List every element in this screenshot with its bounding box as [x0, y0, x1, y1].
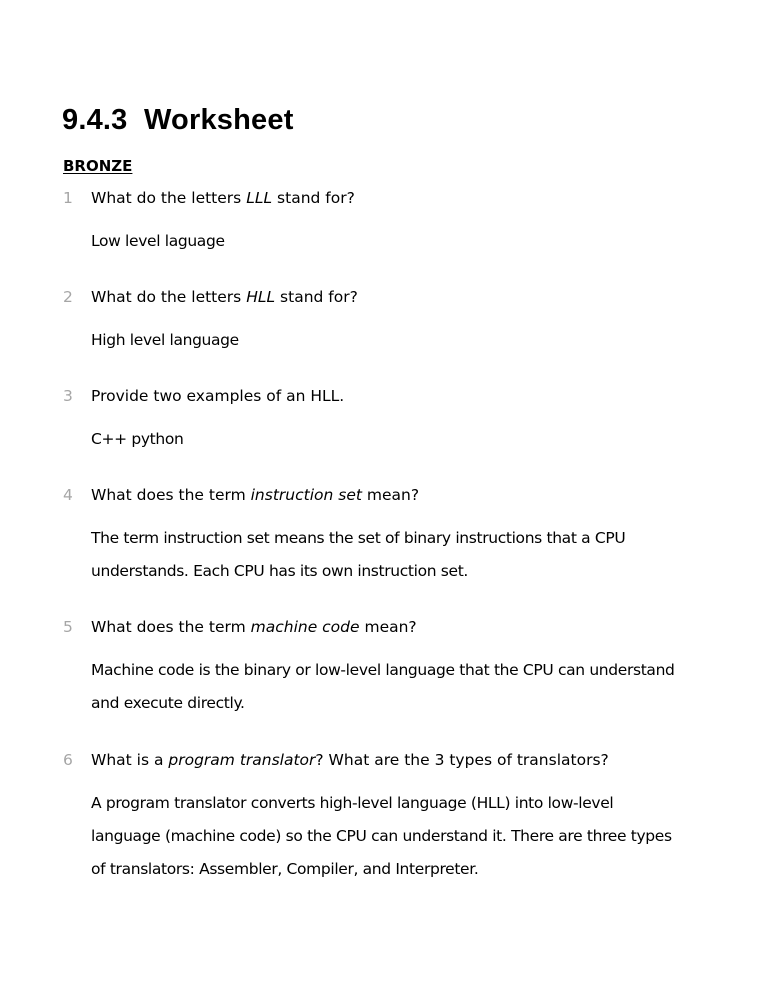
answer-text: Low level laguage	[91, 232, 225, 250]
answer-text: A program translator converts high-level language (HLL) into low-level language (machine code) so the CPU can understand it. There are three types of translators: Assembler, Compiler, and Interpreter.	[91, 794, 672, 878]
question-number: 5	[63, 618, 73, 636]
question-text: What do the letters HLL stand for?	[91, 288, 358, 306]
section-heading-bronze: BRONZE	[63, 157, 133, 175]
question-number: 2	[63, 288, 73, 306]
question-number: 3	[63, 387, 73, 405]
question-text: Provide two examples of an HLL.	[91, 387, 345, 405]
question-emphasis: LLL	[246, 189, 273, 207]
question-number: 1	[63, 189, 73, 207]
question-text: What is a program translator? What are the 3 types of translators?	[91, 751, 609, 769]
question-number: 6	[63, 751, 73, 769]
page-title: 9.4.3 Worksheet	[62, 104, 294, 136]
question-text: What do the letters LLL stand for?	[91, 189, 355, 207]
answer-text: The term instruction set means the set of binary instructions that a CPU understands. Each CPU has its own instruction set.	[91, 529, 626, 580]
question-text: What does the term machine code mean?	[91, 618, 417, 636]
question-text: What does the term instruction set mean?	[91, 486, 420, 504]
answer-text: High level language	[91, 331, 239, 349]
answer-text: Machine code is the binary or low-level language that the CPU can understand and execute directly.	[91, 661, 675, 712]
answer-text: C++ python	[91, 430, 184, 448]
question-emphasis: program translator	[168, 751, 316, 769]
question-emphasis: HLL	[246, 288, 276, 306]
question-emphasis: instruction set	[250, 486, 362, 504]
question-number: 4	[63, 486, 73, 504]
question-emphasis: machine code	[250, 618, 360, 636]
